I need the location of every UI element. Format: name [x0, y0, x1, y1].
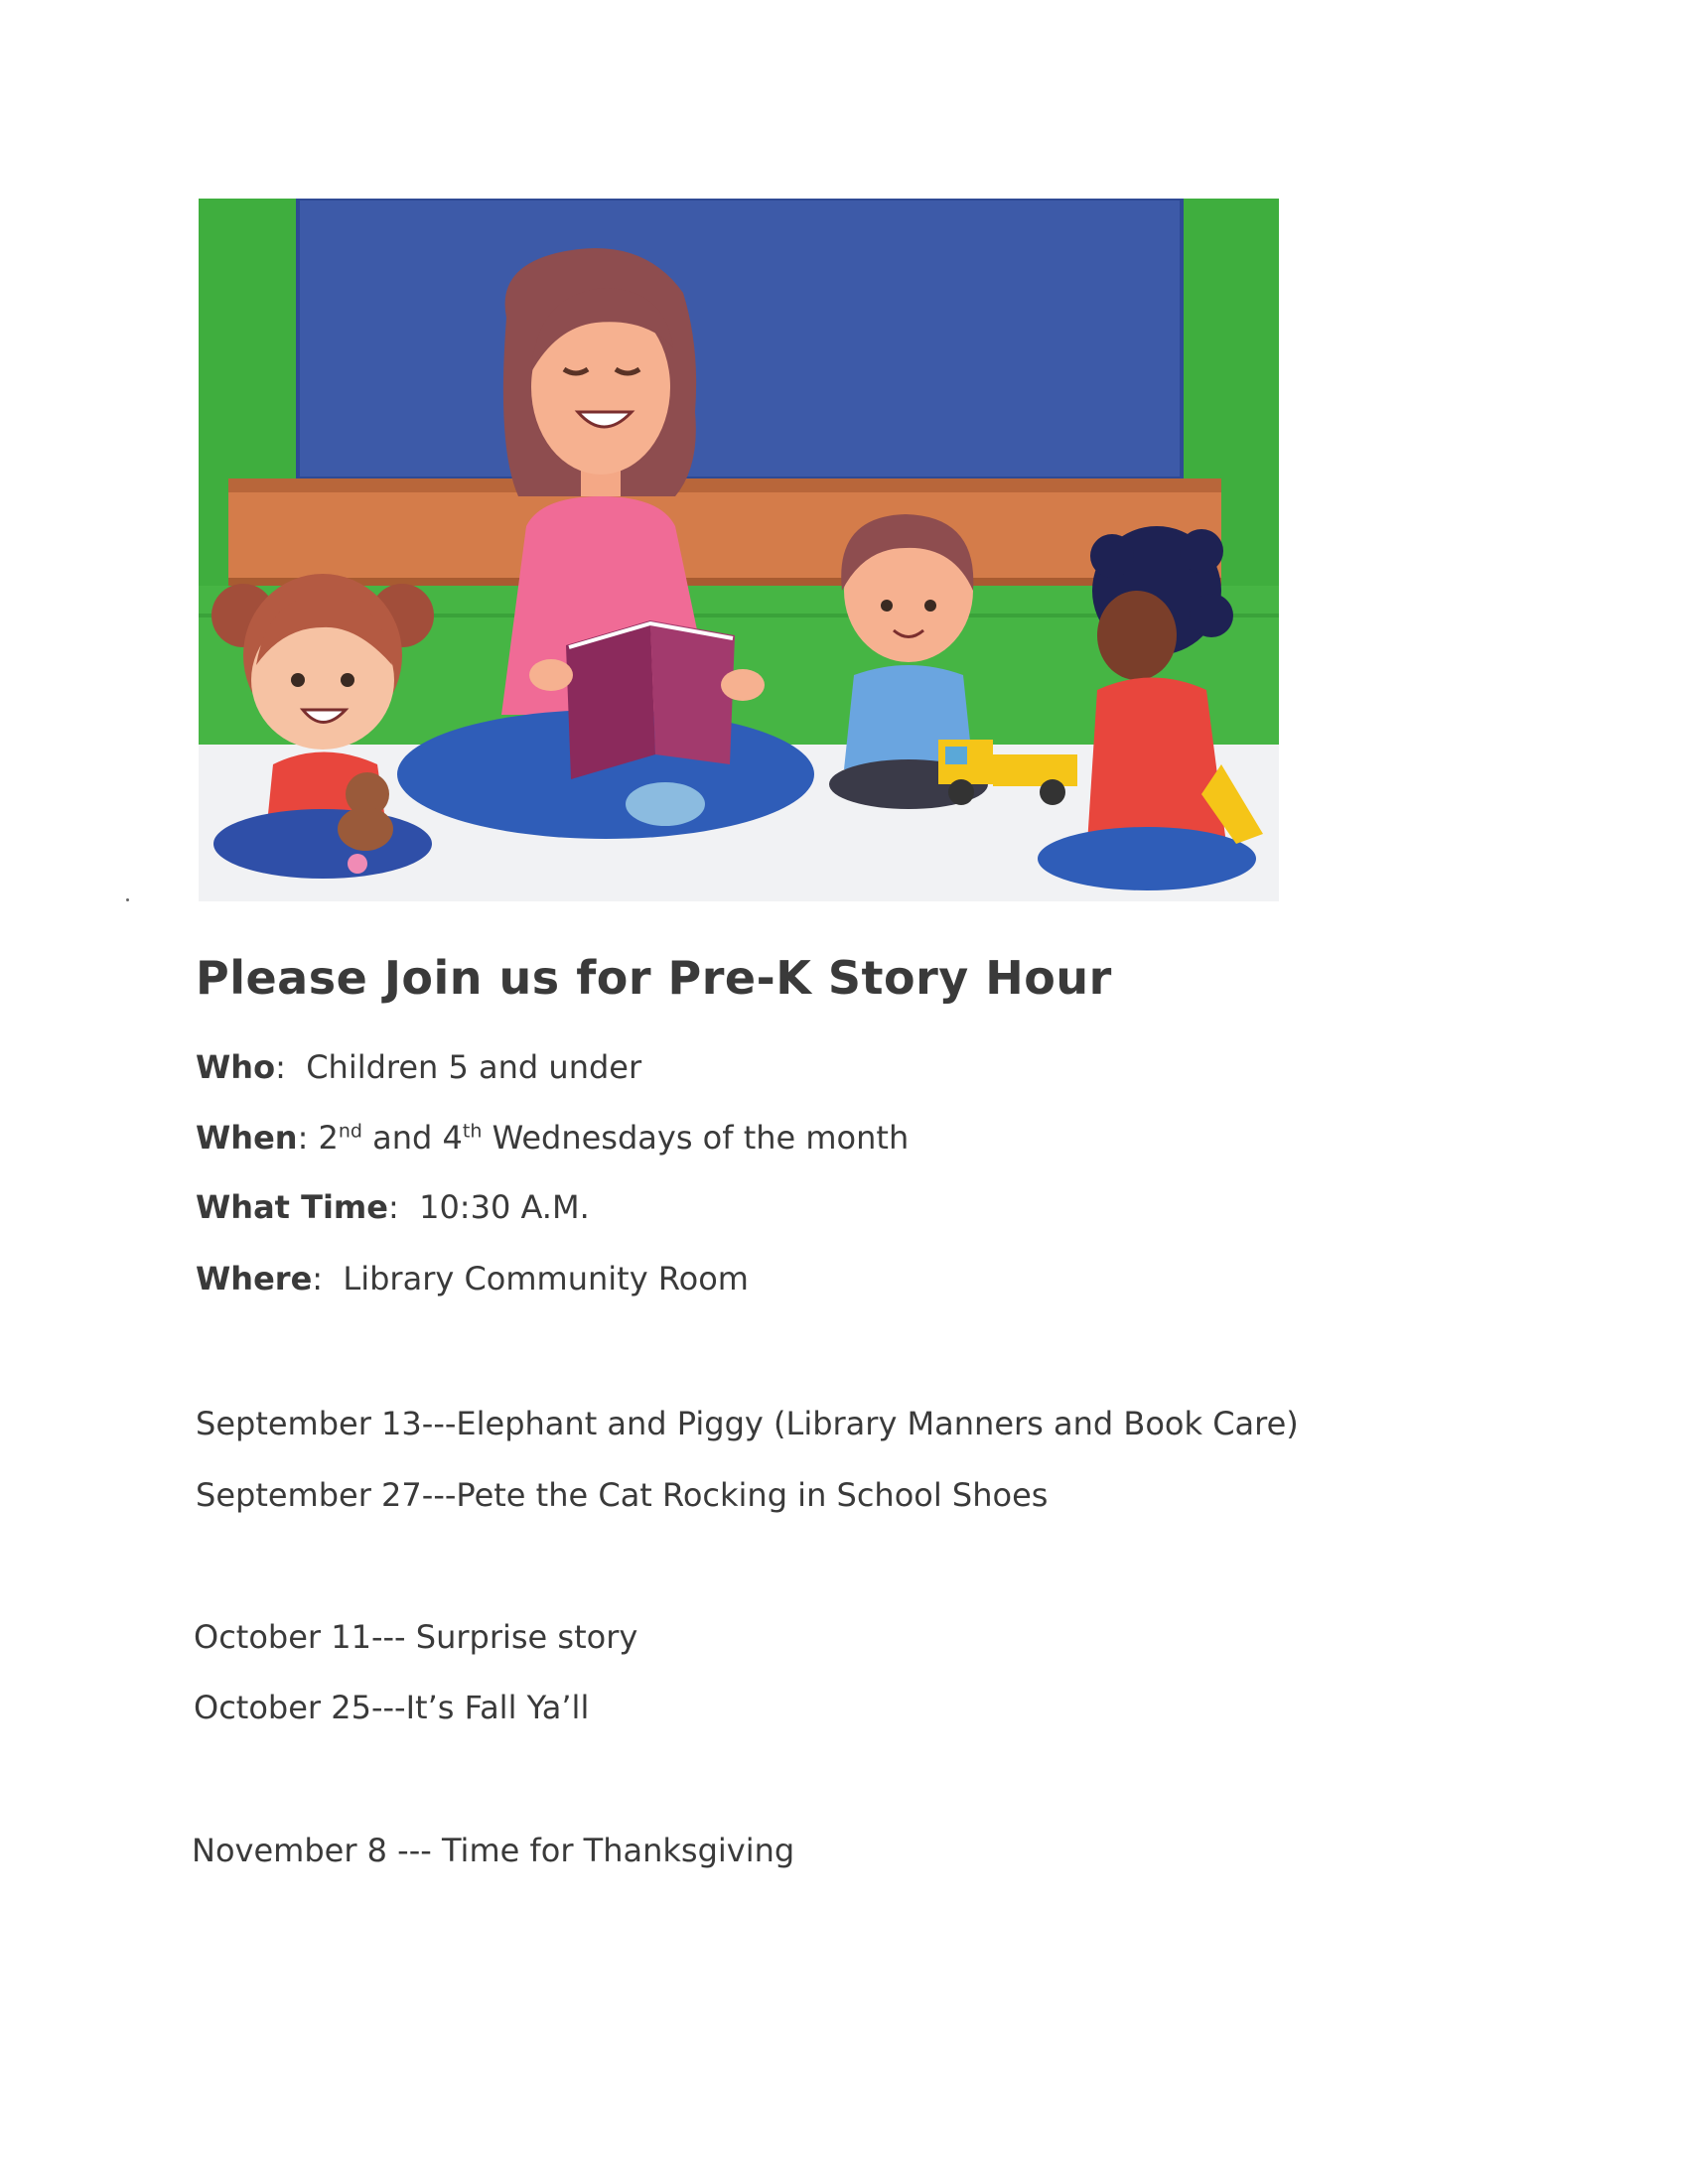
when-second-suffix: th — [462, 1120, 483, 1143]
when-label: When — [196, 1119, 298, 1157]
schedule-item: October 11--- Surprise story — [194, 1618, 638, 1656]
where-line: Where: Library Community Room — [196, 1260, 749, 1297]
who-label: Who — [196, 1048, 276, 1086]
where-label: Where — [196, 1260, 313, 1297]
schedule-item: November 8 --- Time for Thanksgiving — [192, 1832, 795, 1869]
when-first-suffix: nd — [338, 1120, 362, 1143]
when-rest: Wednesdays of the month — [492, 1119, 910, 1157]
when-joiner: and 4 — [372, 1119, 463, 1157]
when-line: When: 2nd and 4th Wednesdays of the month — [196, 1119, 910, 1157]
time-line: What Time: 10:30 A.M. — [196, 1188, 590, 1226]
when-first: 2 — [318, 1119, 339, 1157]
time-label: What Time — [196, 1188, 388, 1226]
who-value: Children 5 and under — [306, 1048, 642, 1086]
time-value: 10:30 A.M. — [419, 1188, 590, 1226]
who-line: Who: Children 5 and under — [196, 1048, 642, 1086]
scan-speck — [126, 898, 129, 901]
schedule-item: October 25---It’s Fall Ya’ll — [194, 1689, 590, 1726]
schedule-item: September 13---Elephant and Piggy (Library Manners and Book Care) — [196, 1405, 1299, 1442]
where-value: Library Community Room — [343, 1260, 749, 1297]
flyer-title: Please Join us for Pre-K Story Hour — [196, 951, 1112, 1005]
story-hour-illustration — [199, 199, 1279, 901]
schedule-item: September 27---Pete the Cat Rocking in School Shoes — [196, 1476, 1049, 1514]
